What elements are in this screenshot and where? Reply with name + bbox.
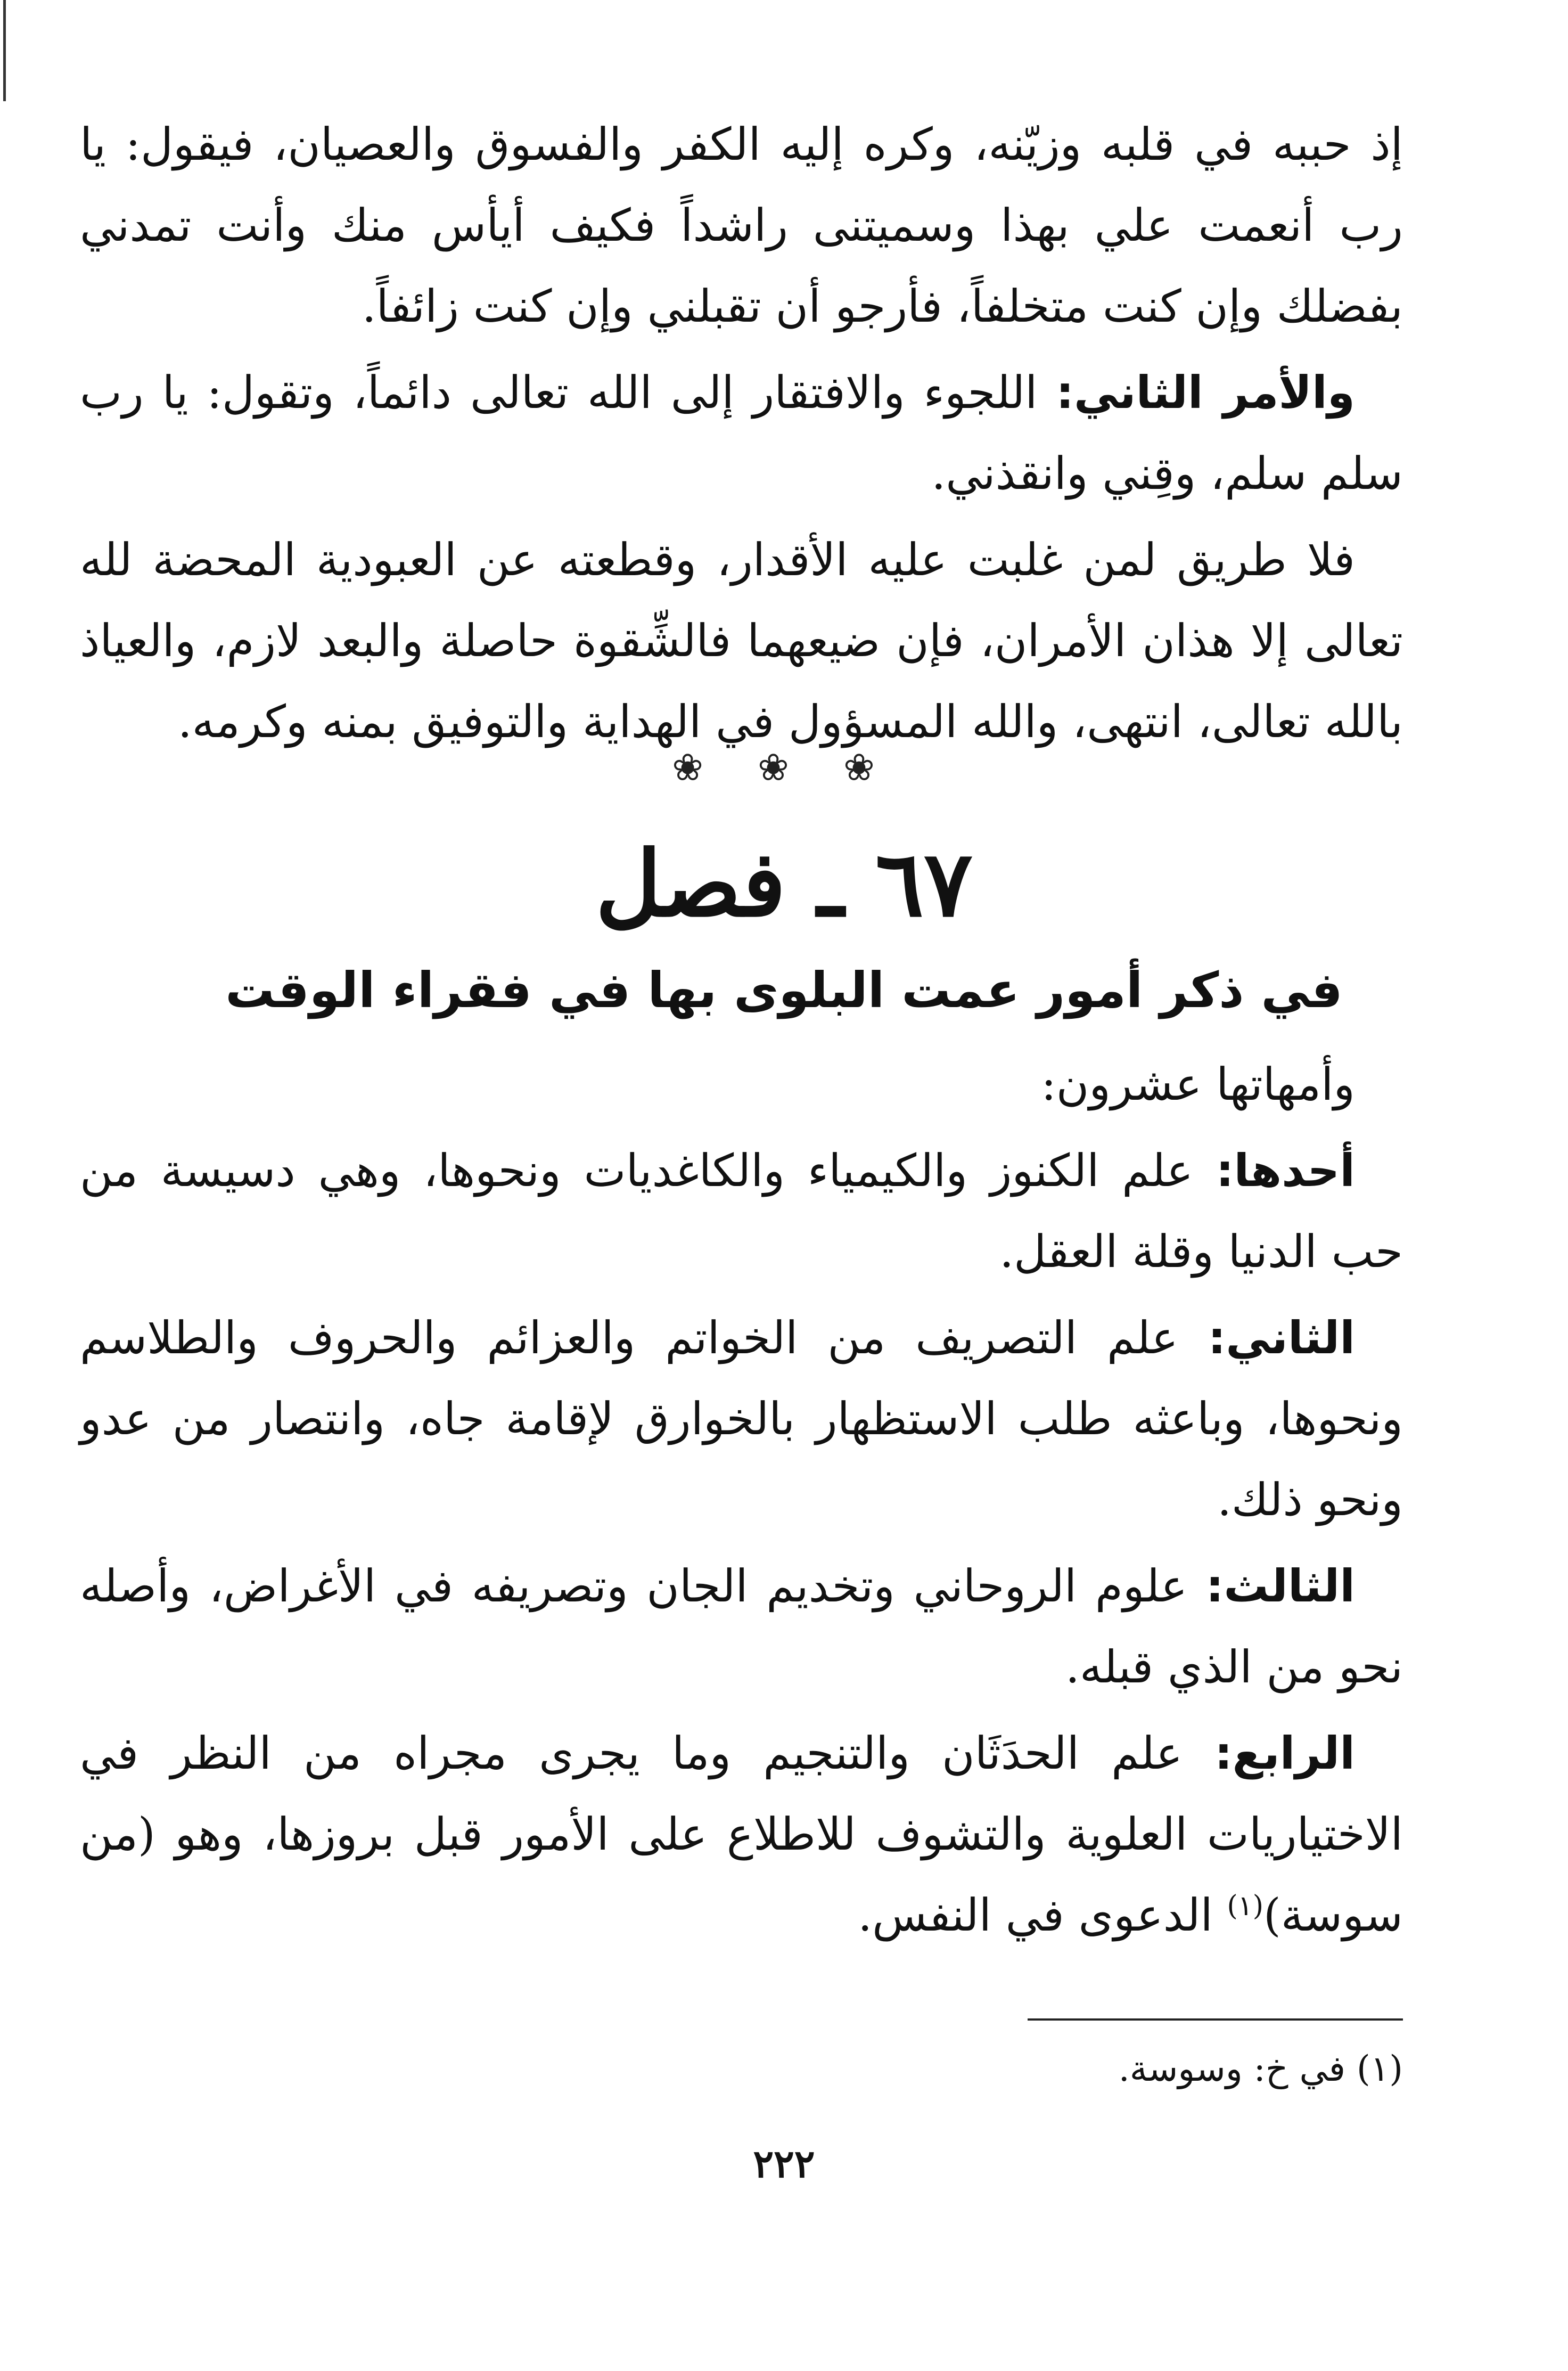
paragraph-text: فلا طريق لمن غلبت عليه الأقدار، وقطعته عن العبودية المحضة لله تعالى إلا هذان الأمران، فإن ضيعهما فالشِّقوة حاصلة والبعد لازم، والعياذ بالله تعالى، انتهى، والله المسؤول في الهداية والتوفيق بمنه وكرمه.: [80, 534, 1403, 748]
section-separator: ❀ ❀ ❀: [672, 746, 896, 789]
footnote-divider: [1028, 2018, 1403, 2021]
paragraph-text: إذ حببه في قلبه وزيّنه، وكره إليه الكفر والفسوق والعصيان، فيقول: يا رب أنعمت علي بهذا وسميتنى راشداً فكيف أيأس منك وأنت تمدني بفضلك وإن كنت متخلفاً، فأرجو أن تقبلني وإن كنت زائفاً.: [80, 118, 1403, 332]
paragraph-lead: الثاني:: [1208, 1312, 1355, 1364]
paragraph: [80, 519, 1403, 762]
paragraph-text: علم الكنوز والكيمياء والكاغديات ونحوها، وهي دسيسة من حب الدنيا وقلة العقل.: [80, 1144, 1403, 1278]
paragraph-text: وأمهاتها عشرون:: [1041, 1058, 1355, 1110]
paragraph: [80, 1713, 1403, 1956]
paragraph-text: علم الحدَثَان والتنجيم وما يجرى مجراه من النظر في الاختياريات العلوية والتشوف للاطلاع على الأمور قبل بروزها، وهو (من سوسة): [80, 1727, 1403, 1941]
intro-text-block: [80, 104, 1403, 762]
body-text-block: [80, 1044, 1403, 1956]
paragraph-lead: أحدها:: [1216, 1144, 1355, 1197]
paragraph-lead: الرابع:: [1214, 1727, 1355, 1779]
paragraph-text: علوم الروحاني وتخديم الجان وتصريفه في الأغراض، وأصله نحو من الذي قبله.: [80, 1560, 1403, 1693]
paragraph: [80, 352, 1403, 514]
page-number: ٢٢٢: [753, 2141, 815, 2186]
paragraph-text: علم التصريف من الخواتم والعزائم والحروف والطلاسم ونحوها، وباعثه طلب الاستظهار بالخوارق لإقامة جاه، وانتصار من عدو ونحو ذلك.: [80, 1312, 1403, 1526]
paragraph: [80, 1546, 1403, 1707]
footnote: (١) في خ: وسوسة.: [1118, 2048, 1403, 2089]
paragraph: [80, 1044, 1403, 1125]
footnote-reference: (١): [1227, 1890, 1264, 1922]
paragraph-lead: والأمر الثاني:: [1056, 366, 1356, 419]
page-edge-rule: [3, 0, 6, 101]
paragraph: [80, 1130, 1403, 1292]
paragraph-lead: الثالث:: [1205, 1560, 1355, 1612]
section-heading: ٦٧ ـ فصل: [595, 831, 973, 937]
paragraph-text: اللجوء والافتقار إلى الله تعالى دائماً، وتقول: يا رب سلم سلم، وقِني وانقذني.: [80, 366, 1403, 500]
paragraph-tail: الدعوى في النفس.: [858, 1889, 1227, 1941]
paragraph: [80, 104, 1403, 347]
paragraph: [80, 1297, 1403, 1540]
section-subheading: في ذكر أمور عمت البلوى بها في فقراء الوقت: [225, 962, 1343, 1019]
